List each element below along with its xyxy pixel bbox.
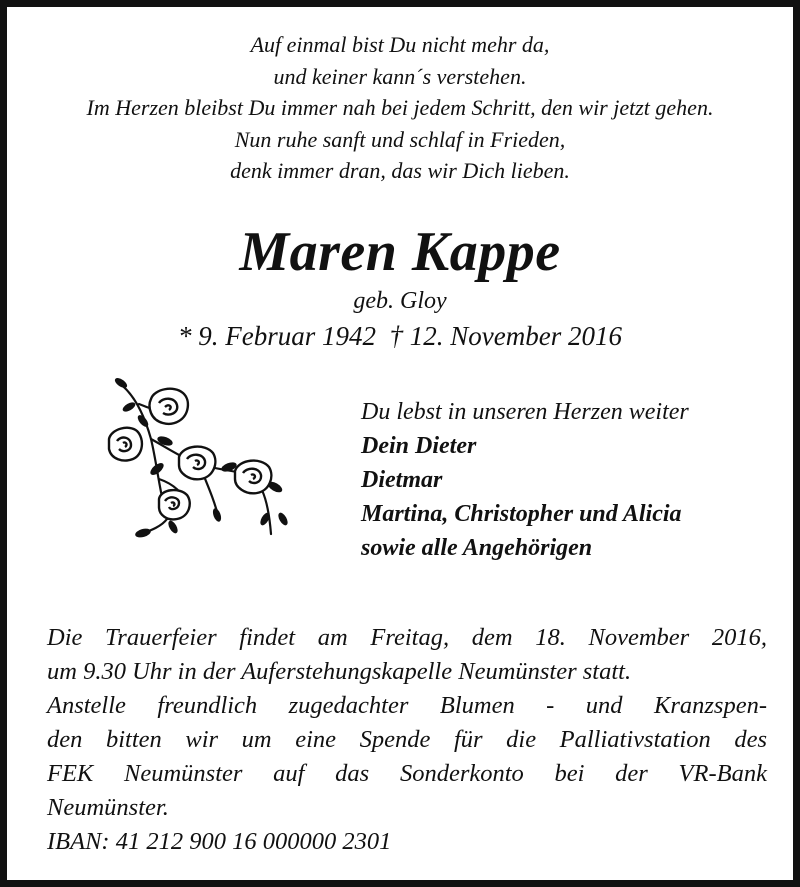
iban-line: IBAN: 41 212 900 16 000000 2301 <box>47 828 392 855</box>
mourners-block <box>361 395 781 565</box>
death-date: † 12. November 2016 <box>389 321 622 351</box>
funeral-service-info <box>47 621 767 859</box>
poem-line: Nun ruhe sanft und schlaf in Frieden, <box>234 126 566 152</box>
poem-line: Auf einmal bist Du nicht mehr da, <box>250 32 550 57</box>
service-line: Die Trauerfeier findet am Freitag, dem 18. November 2016, <box>47 624 767 651</box>
poem-line: Im Herzen bleibst Du immer nah bei jedem Schritt, den wir jetzt gehen. <box>86 95 714 120</box>
service-line: um 9.30 Uhr in der Auferstehungskapelle Neumünster statt. <box>47 658 632 685</box>
memorial-poem <box>7 29 793 187</box>
roses-icon <box>99 369 299 549</box>
poem-line: denk immer dran, das wir Dich lieben. <box>230 158 570 183</box>
service-line: den bitten wir um eine Spende für die Palliativstation des <box>47 726 767 753</box>
life-dates <box>7 319 793 353</box>
birth-date: * 9. Februar 1942 <box>178 321 377 351</box>
deceased-name: Maren Kappe <box>239 221 561 283</box>
poem-line: und keiner kann´s verstehen. <box>273 63 527 89</box>
mourners-intro: Du lebst in unseren Herzen weiter <box>361 399 689 425</box>
service-line: Neumünster. <box>47 794 169 821</box>
service-line: FEK Neumünster auf das Sonderkonto bei der VR-Bank <box>47 760 767 787</box>
mourner-name: Dietmar <box>361 467 443 493</box>
mourner-name: sowie alle Angehörigen <box>361 535 593 561</box>
service-line: Anstelle freundlich zugedachter Blumen - und Kranzspen- <box>47 692 767 719</box>
mourner-name: Dein Dieter <box>361 433 477 459</box>
mourner-name: Martina, Christopher und Alicia <box>361 501 682 527</box>
maiden-name: geb. Gloy <box>353 288 447 314</box>
